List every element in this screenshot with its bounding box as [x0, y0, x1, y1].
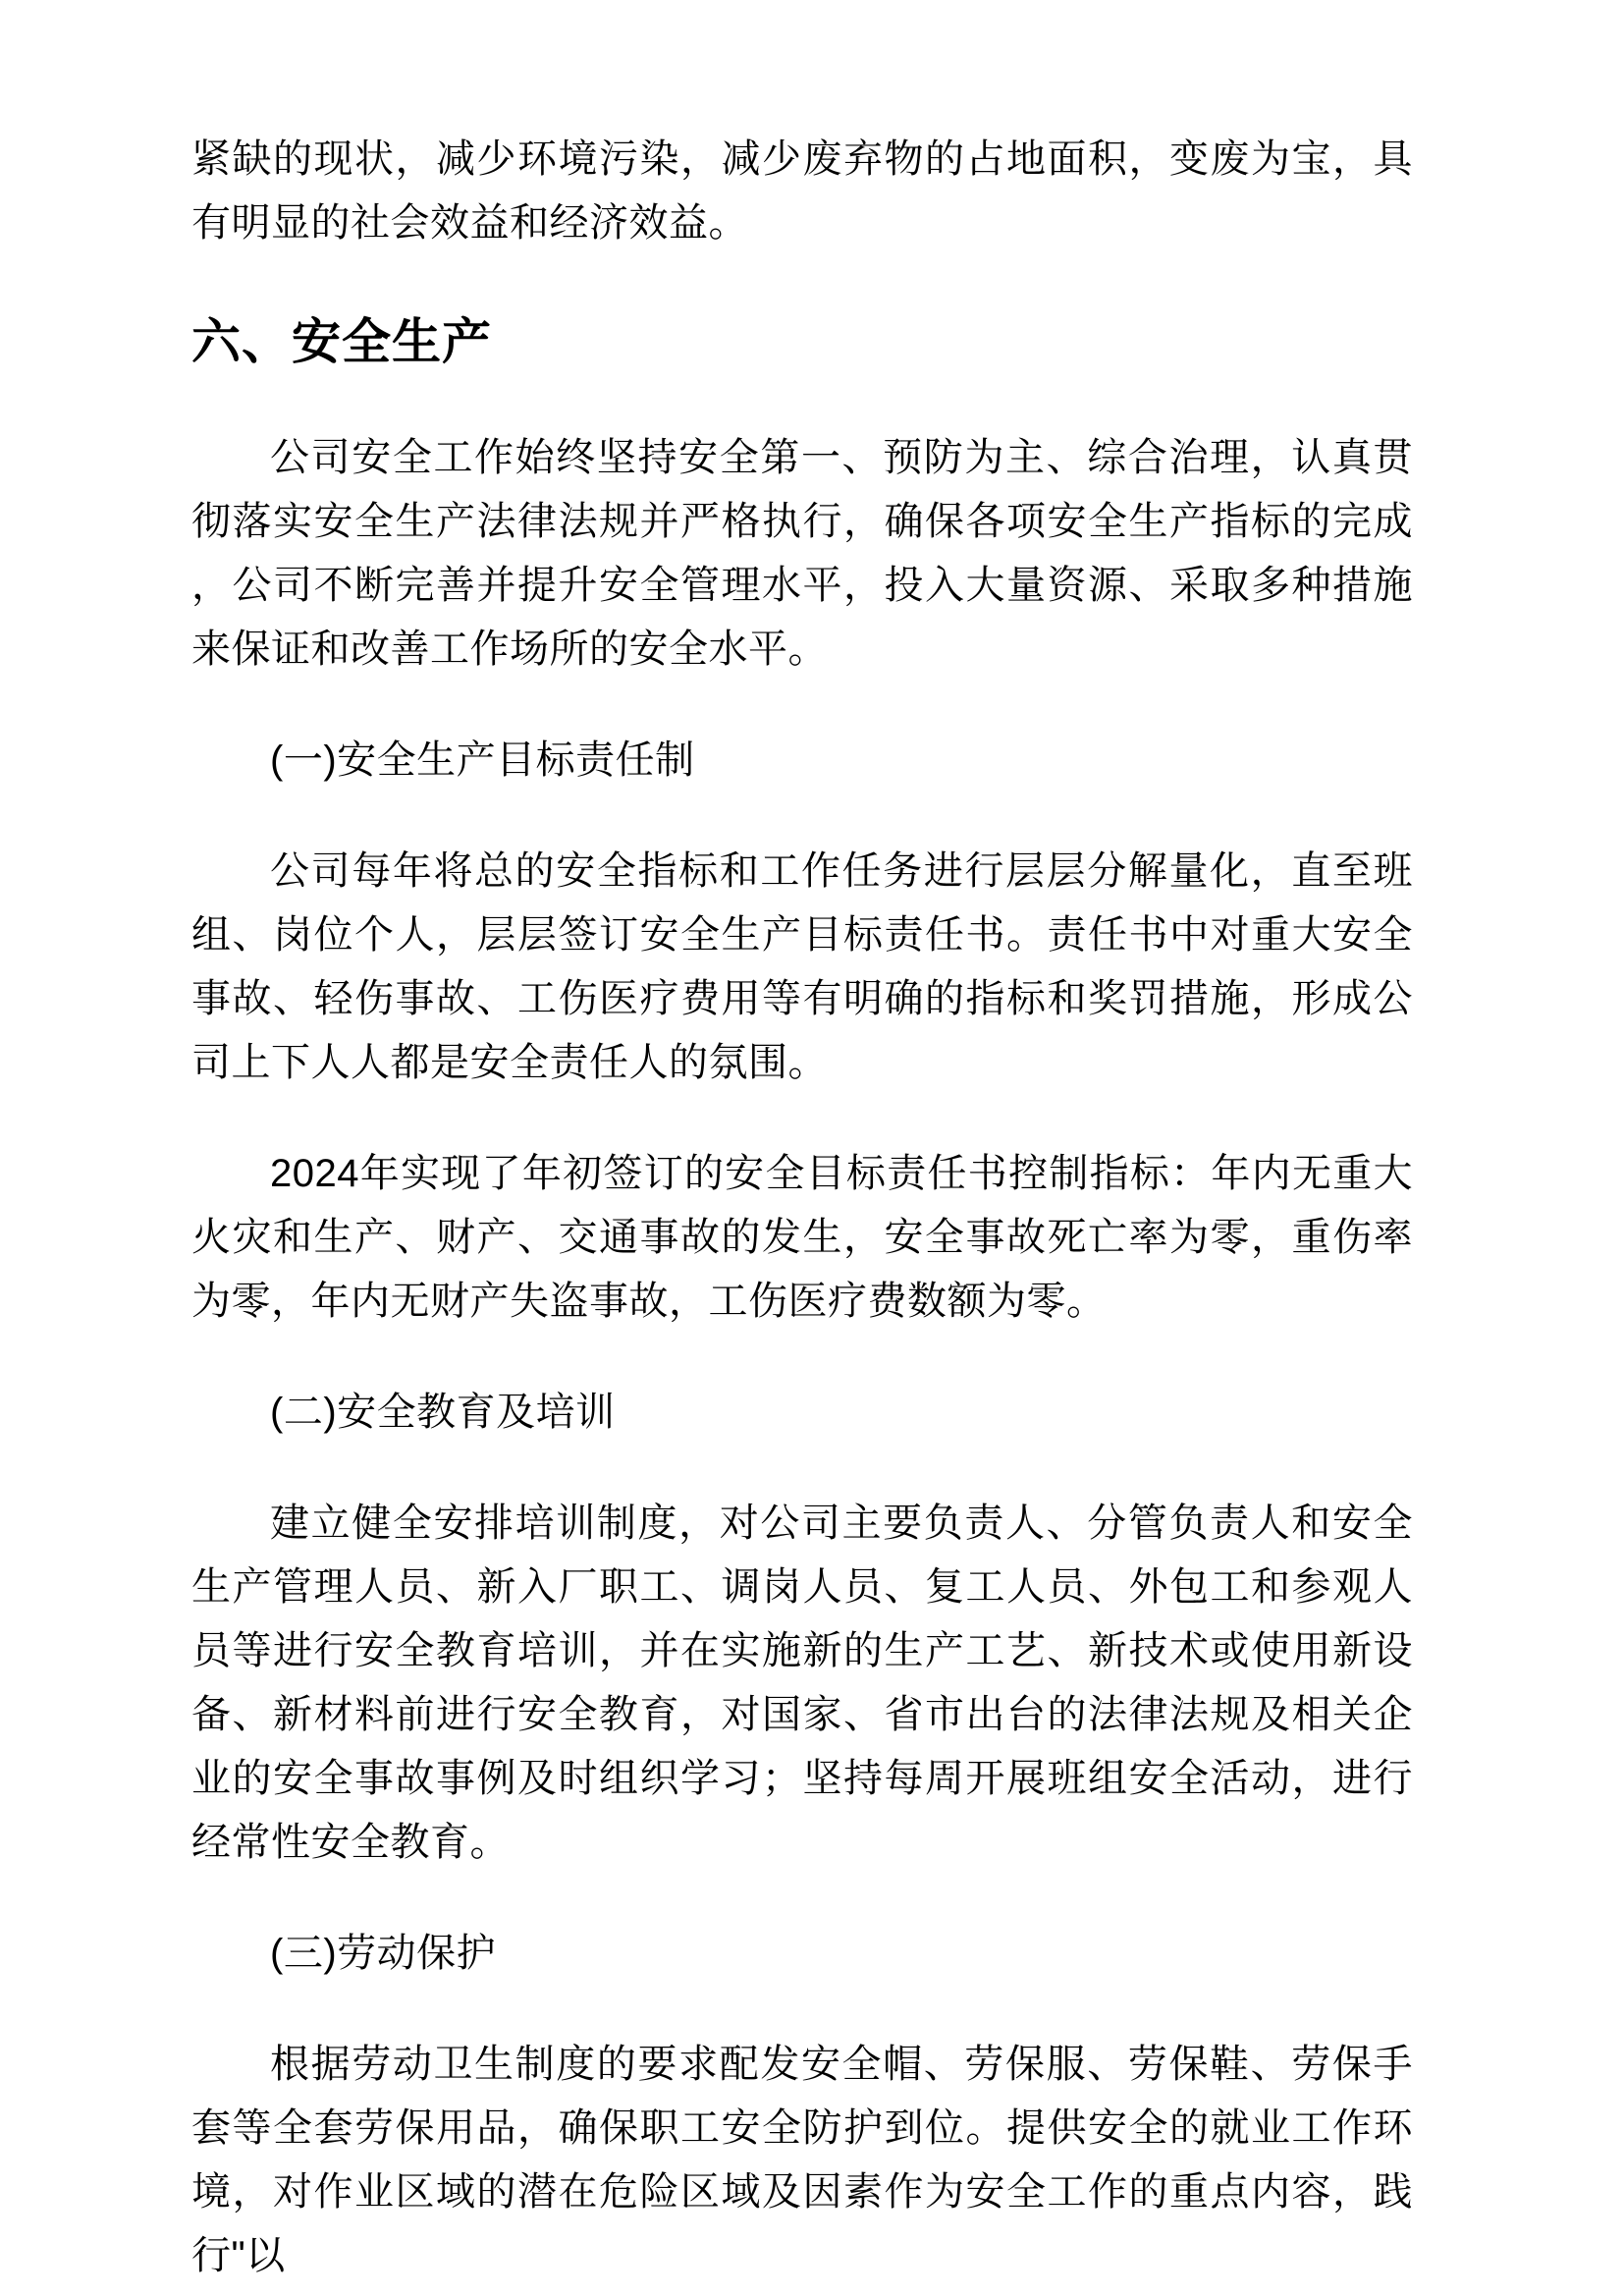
paragraph-target-responsibility: 公司每年将总的安全指标和工作任务进行层层分解量化，直至班组、岗位个人，层层签订安全生产目标责任书。责任书中对重大安全事故、轻伤事故、工伤医疗费用等有明确的指标和奖罚措施，形成公司上下人人都是安全责任人的氛围。: [191, 849, 1413, 1084]
section-heading: 六、安全生产: [191, 314, 492, 369]
paragraph-safety-education: 建立健全安排培训制度，对公司主要负责人、分管负责人和安全生产管理人员、新入厂职工、调岗人员、复工人员、外包工和参观人员等进行安全教育培训，并在实施新的生产工艺、新技术或使用新设备、新材料前进行安全教育，对国家、省市出台的法律法规及相关企业的安全事故事例及时组织学习；坚持每周开展班组安全活动，进行经常性安全教育。: [191, 1502, 1413, 1864]
subheading-target-responsibility: (一)安全生产目标责任制: [270, 738, 695, 782]
paragraph-safety-production-overview: 公司安全工作始终坚持安全第一、预防为主、综合治理，认真贯彻落实安全生产法律法规并严格执行，确保各项安全生产指标的完成，公司不断完善并提升安全管理水平，投入大量资源、采取多种措施来保证和改善工作场所的安全水平。: [191, 436, 1413, 671]
paragraph-2024-targets: 2024年实现了年初签订的安全目标责任书控制指标：年内无重大火灾和生产、财产、交通事故的发生，安全事故死亡率为零，重伤率为零，年内无财产失盗事故，工伤医疗费数额为零。: [191, 1152, 1413, 1323]
subheading-labor-protection: (三)劳动保护: [270, 1932, 497, 1975]
paragraph-labor-protection: 根据劳动卫生制度的要求配发安全帽、劳保服、劳保鞋、劳保手套等全套劳保用品，确保职工安全防护到位。提供安全的就业工作环境，对作业区域的潜在危险区域及因素作为安全工作的重点内容，践行"以: [191, 2043, 1413, 2277]
continued-paragraph: 紧缺的现状，减少环境污染，减少废弃物的占地面积，变废为宝，具有明显的社会效益和经济效益。: [191, 137, 1413, 245]
subheading-safety-education: (二)安全教育及培训: [270, 1391, 616, 1434]
